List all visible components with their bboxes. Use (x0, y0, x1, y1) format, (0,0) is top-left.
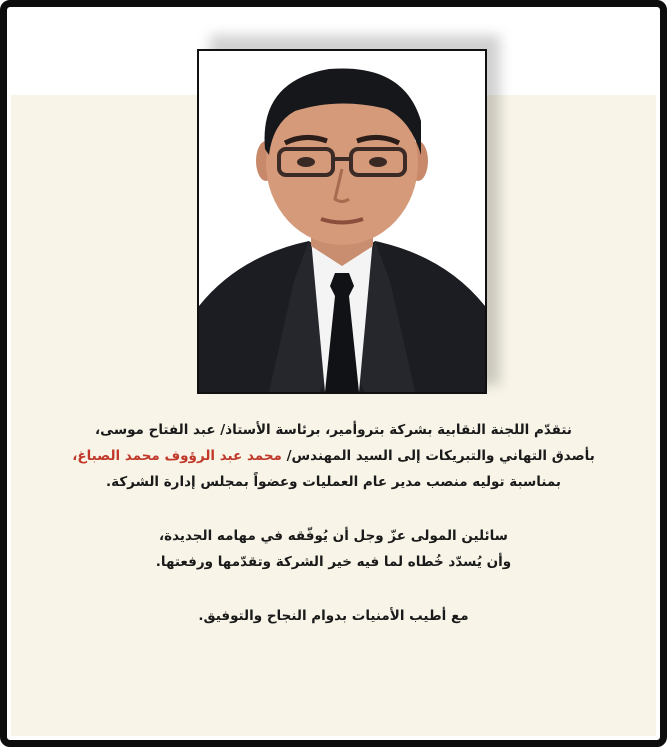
message-line-2 (27, 443, 640, 469)
honoree-name: محمد عبد الرؤوف محمد الصباغ، (72, 448, 282, 464)
message-line-5: وأن يُسدّد خُطاه لما فيه خير الشركة وتقدّمها ورفعتها. (155, 554, 512, 570)
message-line-3: بمناسبة توليه منصب مدير عام العمليات وعضواً بمجلس إدارة الشركة. (106, 474, 561, 490)
portrait-photo (197, 49, 487, 394)
message-line-4: سائلين المولى عزّ وجل أن يُوفّقه في مهامه الجديدة، (159, 528, 508, 544)
message-line-1: نتقدّم اللجنة النقابية بشركة بتروأمير، برئاسة الأستاذ/ عبد الفتاح موسى، (95, 422, 572, 438)
message-text (27, 417, 640, 629)
message-line-6: مع أطيب الأمنيات بدوام النجاح والتوفيق. (198, 608, 469, 624)
portrait-icon (199, 51, 485, 392)
message-line-2-text: بأصدق التهاني والتبريكات إلى السيد المهندس/ (281, 448, 595, 464)
